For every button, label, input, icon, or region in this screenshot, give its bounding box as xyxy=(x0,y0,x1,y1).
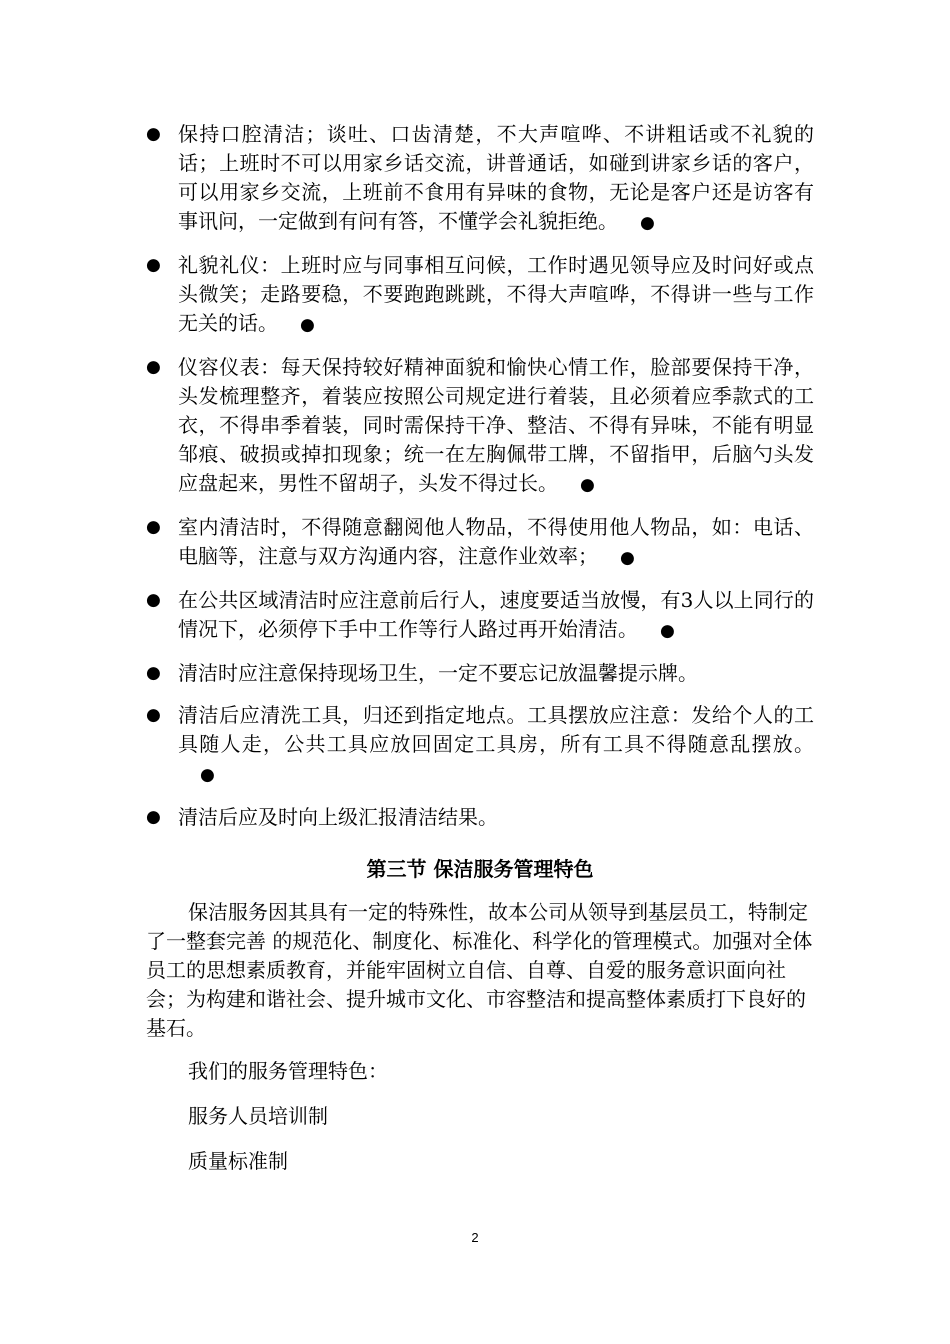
bullet-list xyxy=(146,120,814,832)
bullet-text: 礼貌礼仪：上班时应与同事相互问候，工作时遇见领导应及时问好或点头微笑；走路要稳，不要跑跑跳跳，不得大声喧哗，不得讲一些与工作无关的话。 xyxy=(178,253,814,335)
bullet-text: 室内清洁时，不得随意翻阅他人物品，不得使用他人物品，如：电话、电脑等，注意与双方沟通内容，注意作业效率； xyxy=(178,515,814,568)
bullet-item xyxy=(146,803,814,832)
bullet-item xyxy=(146,701,814,790)
body-paragraph: 保洁服务因其具有一定的特殊性，故本公司从领导到基层员工，特制定了一整套完善 的规范化、制度化、标准化、科学化的管理模式。加强对全体员工的思想素质教育，并能牢固树立自信、自尊、自爱的服务意识面向社会；为构建和谐社会、提升城市文化、市容整洁和提高整体素质打下良好的基石。 xyxy=(146,900,813,1040)
bullet-icon: ● xyxy=(146,705,161,725)
bullet-item xyxy=(146,586,814,646)
bullet-item xyxy=(146,513,814,573)
trailing-bullet-icon: ● xyxy=(660,621,675,641)
bullet-item xyxy=(146,659,814,688)
page-content xyxy=(146,120,814,1192)
bullet-icon: ● xyxy=(146,124,161,144)
bullet-icon: ● xyxy=(146,517,161,537)
feature-item-quality: 质量标准制 xyxy=(188,1149,288,1173)
bullet-text: 清洁后应清洗工具，归还到指定地点。工具摆放应注意：发给个人的工具随人走，公共工具应放回固定工具房，所有工具不得随意乱摆放。 xyxy=(178,703,814,756)
bullet-text: 保持口腔清洁；谈吐、口齿清楚，不大声喧哗、不讲粗话或不礼貌的话；上班时不可以用家乡话交流，讲普通话，如碰到讲家乡话的客户，可以用家乡交流，上班前不食用有异味的食物，无论是客户还是访客有事讯问，一定做到有问有答，不懂学会礼貌拒绝。 xyxy=(178,122,814,233)
bullet-icon: ● xyxy=(146,663,161,683)
bullet-icon: ● xyxy=(146,255,161,275)
section-heading: 第三节 保洁服务管理特色 xyxy=(366,857,594,881)
bullet-text: 仪容仪表：每天保持较好精神面貌和愉快心情工作，脸部要保持干净，头发梳理整齐，着装应按照公司规定进行着装，且必须着应季款式的工衣，不得串季着装，同时需保持干净、整洁、不得有异味，不能有明显邹痕、破损或掉扣现象；统一在左胸佩带工牌，不留指甲，后脑勺头发应盘起来，男性不留胡子，头发不得过长。 xyxy=(178,355,814,495)
bullet-item xyxy=(146,120,814,238)
feature-item-training: 服务人员培训制 xyxy=(188,1104,328,1128)
bullet-item xyxy=(146,353,814,500)
features-intro: 我们的服务管理特色： xyxy=(188,1059,388,1083)
bullet-icon: ● xyxy=(146,590,161,610)
page-number: 2 xyxy=(471,1230,479,1245)
bullet-text: 清洁后应及时向上级汇报清洁结果。 xyxy=(178,805,498,829)
trailing-bullet-icon: ● xyxy=(620,548,635,568)
bullet-item xyxy=(146,251,814,340)
bullet-icon: ● xyxy=(146,807,161,827)
trailing-bullet-icon: ● xyxy=(640,213,655,233)
trailing-bullet-icon: ● xyxy=(200,765,215,785)
bullet-text: 清洁时应注意保持现场卫生，一定不要忘记放温馨提示牌。 xyxy=(178,661,698,685)
trailing-bullet-icon: ● xyxy=(580,475,595,495)
bullet-icon: ● xyxy=(146,357,161,377)
bullet-text: 在公共区域清洁时应注意前后行人，速度要适当放慢，有3人以上同行的情况下，必须停下手中工作等行人路过再开始清洁。 xyxy=(178,588,814,641)
trailing-bullet-icon: ● xyxy=(300,315,315,335)
